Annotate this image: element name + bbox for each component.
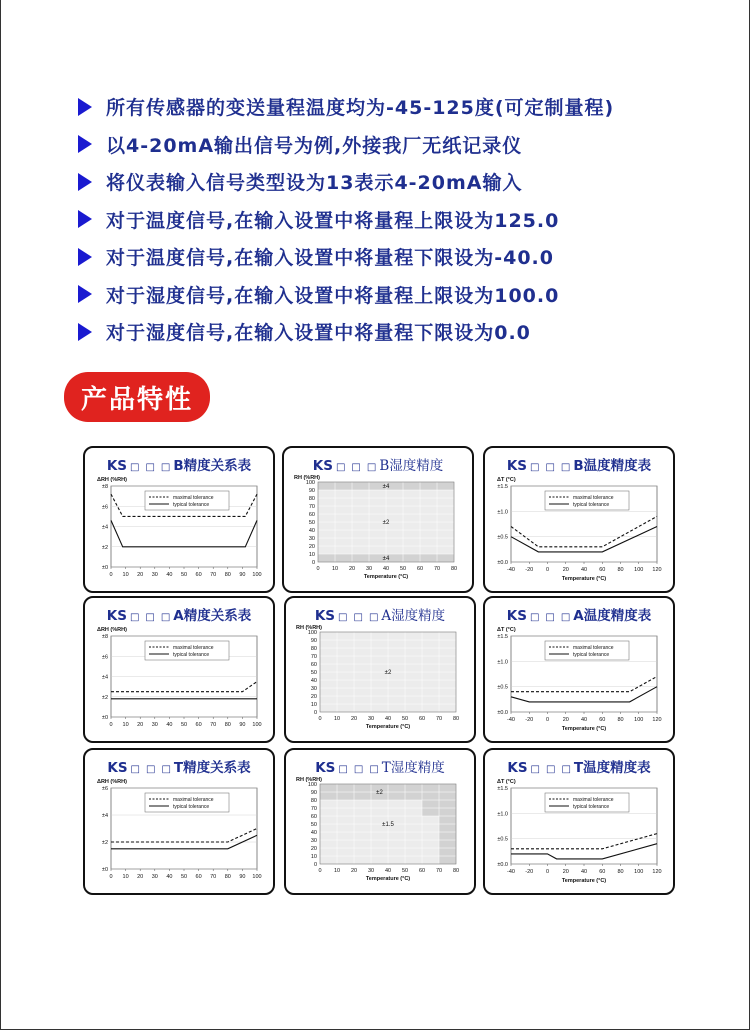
y-tick-label: ±6: [101, 786, 108, 792]
x-tick-label: 10: [333, 868, 341, 874]
x-tick-label: 10: [331, 566, 339, 572]
x-tick-label: 20: [137, 722, 144, 728]
y-tick-label: 30: [310, 838, 317, 844]
y-tick-label: 70: [310, 654, 317, 660]
y-tick-label: 40: [310, 830, 317, 836]
x-tick-label: 30: [365, 566, 373, 572]
x-tick-label: 50: [399, 566, 407, 572]
x-tick-label: 60: [416, 566, 424, 572]
x-tick-label: 70: [210, 572, 217, 578]
y-tick-label: 20: [308, 544, 315, 550]
x-tick-label: -40: [507, 567, 515, 573]
x-tick-label: -40: [507, 869, 515, 875]
chart-svg: [286, 624, 474, 739]
legend-label: maximal tolerance: [173, 495, 214, 501]
y-tick-label: ±6: [101, 654, 108, 661]
x-tick-label: 0: [545, 567, 550, 573]
x-tick-label: 100: [252, 572, 262, 578]
x-tick-label: 60: [418, 868, 426, 874]
legend-label: maximal tolerance: [173, 645, 214, 651]
bullet-text: 以4-20mA输出信号为例,外接我厂无纸记录仪: [106, 134, 523, 157]
x-tick-label: 80: [617, 567, 624, 573]
placeholder-square-icon: □: [145, 612, 155, 623]
y-tick-label: 100: [307, 630, 317, 636]
placeholder-square-icon: □: [369, 764, 379, 775]
x-tick-label: 20: [350, 868, 358, 874]
x-tick-label: 100: [252, 874, 262, 880]
bullet-text: 将仪表输入信号类型设为13表示4-20mA输入: [106, 172, 523, 195]
x-tick-label: 30: [151, 572, 158, 578]
legend-label: maximal tolerance: [573, 645, 614, 651]
x-tick-label: 40: [382, 566, 390, 572]
x-tick-label: 80: [224, 874, 231, 880]
triangle-bullet-icon: [78, 98, 92, 116]
x-tick-label: 40: [384, 716, 392, 722]
chart-title: [286, 756, 474, 776]
x-tick-label: -20: [525, 869, 534, 875]
x-axis-label: Temperature (°C): [561, 576, 607, 582]
bullet-text: 所有传感器的变送量程温度均为-45-125度(可定制量程): [106, 97, 615, 120]
chart-svg: [85, 776, 273, 891]
chart-title-model: KS: [506, 458, 528, 474]
x-tick-label: 60: [195, 874, 202, 880]
x-tick-label: 100: [252, 722, 262, 728]
y-tick-label: 80: [308, 496, 315, 502]
y-tick-label: ±2: [101, 694, 108, 701]
y-tick-label: ±0.0: [497, 710, 508, 716]
section-title-badge: 产品特性: [64, 372, 210, 422]
x-tick-label: 0: [318, 868, 322, 874]
x-tick-label: 80: [617, 717, 624, 723]
y-tick-label: 40: [310, 678, 317, 684]
placeholder-square-icon: □: [338, 764, 348, 775]
placeholder-square-icon: □: [130, 764, 140, 775]
y-tick-label: ±0.0: [497, 862, 508, 868]
placeholder-square-icon: □: [560, 612, 571, 623]
chart-card-b_temp: [483, 446, 675, 593]
x-tick-label: -40: [507, 717, 515, 723]
x-tick-label: 60: [599, 869, 606, 875]
y-tick-label: 30: [308, 536, 315, 542]
x-tick-label: 100: [634, 717, 644, 723]
bullet-item: [78, 201, 728, 239]
x-tick-label: 0: [318, 716, 322, 722]
x-tick-label: 30: [151, 722, 158, 728]
chart-title-text: B湿度精度: [379, 458, 444, 474]
y-tick-label: ±4: [101, 524, 108, 531]
triangle-bullet-icon: [78, 285, 92, 303]
y-tick-label: ±1.0: [497, 509, 508, 516]
y-tick-label: 70: [308, 504, 315, 510]
x-tick-label: 80: [617, 869, 624, 875]
placeholder-square-icon: □: [368, 612, 379, 623]
placeholder-square-icon: □: [160, 462, 171, 473]
placeholder-square-icon: □: [366, 462, 377, 473]
placeholder-square-icon: □: [545, 612, 555, 623]
x-tick-label: 40: [580, 567, 588, 573]
y-tick-label: 80: [310, 646, 317, 652]
placeholder-square-icon: □: [530, 462, 540, 473]
chart-title: [485, 454, 673, 474]
placeholder-square-icon: □: [338, 612, 348, 623]
bullet-item: [78, 163, 728, 201]
x-tick-label: 90: [239, 874, 246, 880]
y-tick-label: ±8: [101, 484, 108, 490]
x-tick-label: 20: [137, 874, 144, 880]
bullet-item: [78, 238, 728, 276]
y-axis-label: RH (%RH): [294, 475, 320, 481]
triangle-bullet-icon: [78, 210, 92, 228]
chart-title-text: T湿度精度: [381, 760, 445, 776]
y-tick-label: ±8: [101, 634, 108, 640]
y-tick-label: ±0: [101, 867, 108, 873]
placeholder-square-icon: □: [529, 612, 540, 623]
region-label: ±1.5: [382, 822, 394, 828]
chart-title: [485, 756, 673, 776]
x-axis-label: Temperature (°C): [561, 878, 607, 884]
placeholder-square-icon: □: [545, 462, 555, 473]
placeholder-square-icon: □: [351, 462, 361, 473]
x-tick-label: 80: [224, 572, 231, 578]
y-axis-label: ΔRH (%RH): [97, 627, 127, 633]
chart-title: [286, 604, 474, 624]
x-tick-label: 60: [599, 567, 606, 573]
x-tick-label: 120: [652, 869, 662, 875]
legend-label: maximal tolerance: [573, 797, 614, 803]
bullet-text: 对于湿度信号,在输入设置中将量程上限设为100.0: [106, 284, 560, 307]
y-axis-label: ΔT (°C): [497, 779, 516, 785]
x-tick-label: 30: [151, 874, 158, 880]
y-tick-label: 70: [310, 806, 317, 812]
placeholder-square-icon: □: [160, 612, 171, 623]
placeholder-square-icon: □: [561, 764, 571, 775]
y-tick-label: ±2: [101, 544, 108, 551]
bullet-text: 对于温度信号,在输入设置中将量程下限设为-40.0: [106, 247, 554, 270]
legend-label: maximal tolerance: [173, 797, 214, 803]
x-tick-label: 70: [210, 722, 217, 728]
chart-title-text: A温度精度表: [573, 608, 652, 624]
x-tick-label: 70: [435, 716, 443, 722]
y-tick-label: ±4: [101, 813, 108, 819]
placeholder-square-icon: □: [161, 764, 171, 775]
y-tick-label: 80: [310, 798, 317, 804]
x-tick-label: 20: [562, 869, 569, 875]
chart-svg: [85, 624, 273, 739]
chart-svg: [485, 474, 673, 589]
x-tick-label: 70: [210, 874, 217, 880]
legend-label: typical tolerance: [573, 652, 610, 658]
x-tick-label: 80: [450, 566, 458, 572]
y-tick-label: ±0.5: [497, 684, 508, 691]
legend-label: maximal tolerance: [573, 495, 614, 501]
y-tick-label: ±1.0: [497, 659, 508, 666]
x-tick-label: 50: [401, 868, 409, 874]
triangle-bullet-icon: [78, 248, 92, 266]
x-tick-label: 60: [195, 572, 202, 578]
x-tick-label: 30: [367, 868, 375, 874]
placeholder-square-icon: □: [335, 462, 346, 473]
x-tick-label: 30: [367, 716, 375, 722]
y-tick-label: 0: [311, 560, 315, 566]
x-axis-label: Temperature (°C): [365, 876, 411, 882]
y-tick-label: 90: [310, 790, 317, 796]
chart-title-text: B温度精度表: [573, 458, 652, 474]
x-tick-label: 50: [180, 572, 188, 578]
bullet-item: [78, 126, 728, 164]
chart-svg: [485, 624, 673, 739]
y-tick-label: 100: [307, 782, 317, 788]
y-axis-label: ΔRH (%RH): [97, 779, 127, 785]
placeholder-square-icon: □: [353, 764, 364, 775]
x-tick-label: 60: [195, 722, 202, 728]
x-tick-label: 40: [166, 874, 173, 880]
y-tick-label: 30: [310, 686, 317, 692]
chart-card-b_hum: [282, 446, 474, 593]
placeholder-square-icon: □: [130, 462, 140, 473]
chart-svg: [485, 776, 673, 891]
x-tick-label: 10: [333, 716, 341, 722]
x-tick-label: 100: [634, 869, 644, 875]
y-tick-label: 60: [310, 662, 317, 668]
chart-card-t_hum: [284, 748, 476, 895]
x-tick-label: 90: [239, 722, 246, 728]
bullet-item: [78, 88, 728, 126]
x-tick-label: 40: [166, 572, 173, 578]
y-tick-label: 100: [305, 480, 315, 486]
chart-card-t_temp: [483, 748, 675, 895]
y-axis-label: ΔT (°C): [497, 627, 516, 633]
x-tick-label: 40: [384, 868, 392, 874]
y-axis-label: ΔT (°C): [497, 477, 516, 483]
y-tick-label: 50: [308, 520, 315, 526]
legend-label: typical tolerance: [573, 804, 610, 810]
y-tick-label: 40: [308, 528, 315, 534]
y-tick-label: 10: [308, 552, 315, 558]
y-tick-label: 90: [308, 488, 315, 494]
y-axis-label: ΔRH (%RH): [97, 477, 127, 483]
x-tick-label: 40: [580, 717, 588, 723]
chart-title-model: KS: [106, 458, 128, 474]
region-label: ±2: [384, 670, 392, 676]
chart-title: [485, 604, 673, 624]
y-tick-label: ±6: [101, 504, 108, 511]
x-tick-label: 80: [452, 868, 460, 874]
bullet-text: 对于湿度信号,在输入设置中将量程下限设为0.0: [106, 322, 531, 345]
x-tick-label: 0: [109, 874, 113, 880]
chart-title: [85, 604, 273, 624]
x-tick-label: 120: [652, 717, 662, 723]
x-tick-label: 0: [545, 869, 550, 875]
placeholder-square-icon: □: [145, 462, 155, 473]
chart-card-b_rh: [83, 446, 275, 593]
x-axis-label: Temperature (°C): [365, 724, 411, 730]
x-tick-label: 120: [652, 567, 662, 573]
y-tick-label: ±0.5: [497, 534, 508, 541]
y-tick-label: ±1.5: [497, 484, 508, 490]
chart-title-text: T精度关系表: [173, 760, 251, 776]
placeholder-square-icon: □: [530, 764, 540, 775]
x-tick-label: 100: [634, 567, 644, 573]
x-tick-label: 40: [580, 869, 588, 875]
x-tick-label: 20: [562, 717, 569, 723]
x-tick-label: 40: [166, 722, 173, 728]
y-tick-label: ±0.0: [497, 560, 508, 566]
chart-card-a_temp: [483, 596, 675, 743]
x-tick-label: 50: [401, 716, 409, 722]
triangle-bullet-icon: [78, 173, 92, 191]
y-tick-label: 50: [310, 822, 317, 828]
x-tick-label: 60: [418, 716, 426, 722]
x-tick-label: 10: [122, 572, 129, 578]
placeholder-square-icon: □: [546, 764, 556, 775]
chart-title-model: KS: [506, 608, 527, 624]
x-tick-label: 90: [239, 572, 246, 578]
x-tick-label: 10: [122, 722, 129, 728]
chart-title-model: KS: [314, 608, 336, 624]
x-tick-label: 70: [433, 566, 441, 572]
placeholder-square-icon: □: [353, 612, 363, 623]
chart-title-model: KS: [507, 760, 528, 776]
y-tick-label: ±1.5: [497, 786, 508, 792]
legend-label: typical tolerance: [173, 502, 210, 508]
placeholder-square-icon: □: [560, 462, 571, 473]
placeholder-square-icon: □: [129, 612, 140, 623]
chart-title-model: KS: [315, 760, 336, 776]
x-tick-label: 20: [348, 566, 356, 572]
chart-title-text: T温度精度表: [573, 760, 651, 776]
bullet-item: [78, 276, 728, 314]
chart-title-model: KS: [106, 608, 127, 624]
legend-label: typical tolerance: [173, 652, 210, 658]
chart-card-a_rh: [83, 596, 275, 743]
x-tick-label: 50: [180, 722, 188, 728]
triangle-bullet-icon: [78, 135, 92, 153]
y-tick-label: 60: [310, 814, 317, 820]
x-axis-label: Temperature (°C): [363, 574, 409, 580]
y-tick-label: ±1.0: [497, 811, 508, 818]
chart-title: [85, 454, 273, 474]
y-tick-label: ±4: [101, 674, 108, 681]
x-tick-label: 20: [137, 572, 144, 578]
y-tick-label: 0: [313, 862, 317, 868]
x-tick-label: 0: [109, 572, 113, 578]
chart-title-model: KS: [312, 458, 333, 474]
x-tick-label: 0: [545, 717, 550, 723]
y-tick-label: 10: [310, 854, 317, 860]
chart-title-model: KS: [107, 760, 128, 776]
y-tick-label: ±1.5: [497, 634, 508, 640]
x-tick-label: 70: [435, 868, 443, 874]
chart-title: [284, 454, 472, 474]
x-tick-label: 0: [316, 566, 320, 572]
x-axis-label: Temperature (°C): [561, 726, 607, 732]
chart-card-t_rh: [83, 748, 275, 895]
x-tick-label: 20: [562, 567, 569, 573]
y-tick-label: 60: [308, 512, 315, 518]
x-tick-label: 50: [180, 874, 188, 880]
x-tick-label: 0: [109, 722, 113, 728]
legend-label: typical tolerance: [573, 502, 610, 508]
x-tick-label: 20: [350, 716, 358, 722]
y-tick-label: 0: [313, 710, 317, 716]
x-tick-label: -20: [525, 567, 534, 573]
bullet-list: [78, 88, 728, 351]
x-tick-label: 10: [122, 874, 129, 880]
y-tick-label: 20: [310, 694, 317, 700]
y-tick-label: ±0: [101, 565, 108, 571]
bullet-item: [78, 313, 728, 351]
chart-card-a_hum: [284, 596, 476, 743]
legend-label: typical tolerance: [173, 804, 210, 810]
bullet-text: 对于温度信号,在输入设置中将量程上限设为125.0: [106, 209, 560, 232]
y-tick-label: 50: [310, 670, 317, 676]
y-tick-label: 20: [310, 846, 317, 852]
x-tick-label: 80: [224, 722, 231, 728]
chart-svg: [284, 474, 472, 589]
chart-title: [85, 756, 273, 776]
y-tick-label: 10: [310, 702, 317, 708]
chart-title-text: A湿度精度: [381, 608, 446, 624]
chart-title-text: B精度关系表: [173, 458, 252, 474]
y-axis-label: RH (%RH): [296, 777, 322, 783]
y-tick-label: ±0: [101, 715, 108, 721]
x-tick-label: 60: [599, 717, 606, 723]
region-label: ±4: [382, 484, 390, 490]
chart-svg: [85, 474, 273, 589]
y-tick-label: ±2: [101, 840, 108, 846]
region-label: ±4: [382, 556, 390, 562]
x-tick-label: -20: [525, 717, 534, 723]
y-axis-label: RH (%RH): [296, 625, 322, 631]
region-label: ±2: [382, 520, 390, 526]
placeholder-square-icon: □: [146, 764, 156, 775]
chart-title-text: A精度关系表: [173, 608, 252, 624]
triangle-bullet-icon: [78, 323, 92, 341]
x-tick-label: 80: [452, 716, 460, 722]
y-tick-label: ±0.5: [497, 836, 508, 843]
region-label: ±2: [376, 790, 383, 796]
y-tick-label: 90: [310, 638, 317, 644]
chart-svg: [286, 776, 474, 891]
